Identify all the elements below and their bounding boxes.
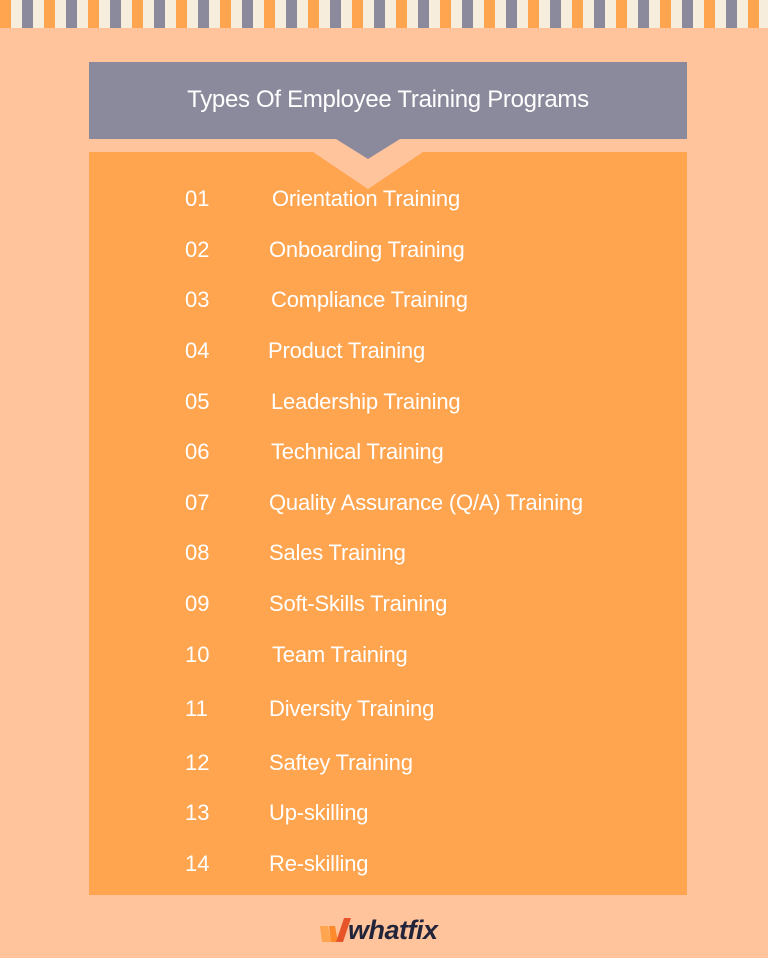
item-label: Diversity Training — [269, 696, 435, 721]
item-number: 01 — [185, 186, 210, 211]
item-number: 13 — [185, 800, 210, 825]
list-item — [89, 237, 687, 267]
title-banner — [89, 62, 687, 139]
item-label: Leadership Training — [271, 389, 461, 414]
list-item — [89, 591, 687, 621]
item-number: 11 — [185, 696, 208, 721]
item-number: 02 — [185, 237, 210, 262]
list-item — [89, 490, 687, 520]
item-number: 09 — [185, 591, 210, 616]
banner-pointer — [336, 139, 400, 159]
item-label: Up-skilling — [269, 800, 369, 825]
item-label: Soft-Skills Training — [269, 591, 448, 616]
page-title: Types Of Employee Training Programs — [187, 86, 589, 113]
item-label: Compliance Training — [271, 287, 468, 312]
item-number: 03 — [185, 287, 210, 312]
item-label: Re-skilling — [269, 851, 369, 876]
decorative-stripe-border — [0, 0, 768, 28]
list-item — [89, 439, 687, 469]
item-label: Saftey Training — [269, 750, 413, 775]
item-number: 10 — [185, 642, 210, 667]
item-number: 04 — [185, 338, 210, 363]
item-label: Sales Training — [269, 540, 406, 565]
item-number: 06 — [185, 439, 210, 464]
item-number: 07 — [185, 490, 210, 515]
item-label: Orientation Training — [272, 186, 460, 211]
brand-name: whatfix — [348, 914, 438, 945]
list-item — [89, 287, 687, 317]
list-item — [89, 389, 687, 419]
item-label: Quality Assurance (Q/A) Training — [269, 490, 583, 515]
item-label: Technical Training — [271, 439, 444, 464]
list-item — [89, 750, 687, 780]
list-item — [89, 642, 687, 672]
item-number: 05 — [185, 389, 210, 414]
item-number: 14 — [185, 851, 210, 876]
list-item — [89, 540, 687, 570]
list-item — [89, 696, 687, 726]
list-item — [89, 186, 687, 216]
list-item — [89, 851, 687, 881]
item-label: Product Training — [268, 338, 425, 363]
list-item — [89, 800, 687, 830]
training-list-panel — [89, 152, 687, 895]
item-number: 12 — [185, 750, 210, 775]
item-number: 08 — [185, 540, 210, 565]
list-item — [89, 338, 687, 368]
item-label: Onboarding Training — [269, 237, 465, 262]
item-label: Team Training — [272, 642, 408, 667]
whatfix-logo — [318, 915, 438, 945]
